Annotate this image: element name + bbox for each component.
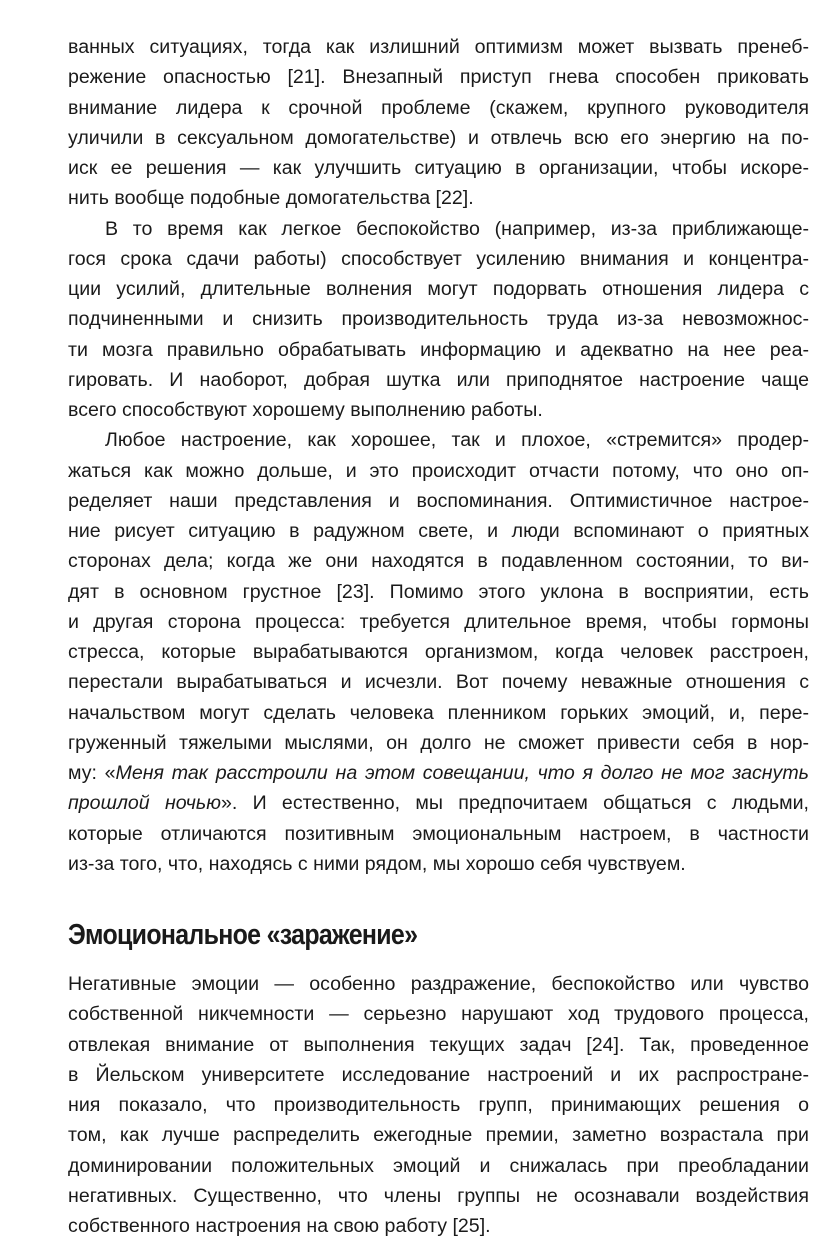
text-line: Любое настроение, как хорошее, так и плохое, «стремится» продер- [105, 429, 809, 452]
text-segment: му: « [68, 762, 116, 784]
paragraph-2 [68, 214, 809, 426]
text-line: негативных. Существенно, что члены группы не осознавали воздействия [68, 1184, 809, 1207]
text-line: том, как лучше распределить ежегодные премии, заметно возрастала при [68, 1124, 809, 1147]
text-line: стресса, которые вырабатываются организмом, когда человек расстроен, [68, 641, 809, 663]
text-line: сторонах дела; когда же они находятся в подавленном состоянии, то ви- [68, 550, 809, 573]
text-line: режение опасностью [21]. Внезапный приступ гнева способен приковать [68, 66, 809, 89]
text-line: В то время как легкое беспокойство (например, из-за приближающе- [105, 217, 809, 240]
text-line: иск ее решения — как улучшить ситуацию в организации, чтобы искоре- [68, 157, 809, 179]
text-line-quote-start [68, 758, 809, 788]
page-body [68, 32, 809, 1241]
text-line: уличили в сексуальном домогательстве) и отвлечь всю его энергию на по- [68, 126, 809, 149]
section-heading: Эмоциональное «заражение» [68, 919, 418, 951]
italic-quote: Меня так расстроили на этом совещании, что я долго не мог заснуть [115, 762, 809, 784]
text-segment: ». И естественно, мы предпочитаем общаться с людьми, [220, 792, 810, 815]
text-line: нить вообще подобные домогательства [22]. [68, 187, 474, 210]
text-line: груженный тяжелыми мыслями, он долго не сможет привести себя в нор- [68, 731, 809, 754]
text-line: внимание лидера к срочной проблеме (скажем, крупного руководителя [68, 96, 809, 119]
paragraph-3 [68, 425, 809, 879]
text-line: гося срока сдачи работы) способствует усилению внимания и концентра- [68, 247, 809, 270]
text-line: жаться как можно дольше, и это происходит отчасти потому, что оно оп- [68, 459, 809, 482]
text-line: гировать. И наоборот, добрая шутка или приподнятое настроение чаще [68, 368, 809, 391]
text-line: ти мозга правильно обрабатывать информацию и адекватно на нее реа- [68, 338, 809, 361]
paragraph-1 [68, 32, 809, 214]
text-line: отвлекая внимание от выполнения текущих задач [24]. Так, проведенное [68, 1033, 809, 1056]
text-line: перестали вырабатываться и исчезли. Вот почему неважные отношения с [68, 671, 809, 694]
text-line: дят в основном грустное [23]. Помимо этого уклона в восприятии, есть [68, 580, 809, 603]
text-line: собственной никчемности — серьезно нарушают ход трудового процесса, [68, 1003, 809, 1026]
text-line: ции усилий, длительные волнения могут подорвать отношения лидера с [68, 278, 809, 300]
text-line: ределяет наши представления и воспоминания. Оптимистичное настрое- [68, 489, 809, 512]
text-line: которые отличаются позитивным эмоциональным настроем, в частности [68, 822, 809, 845]
text-line-quote-end [68, 788, 809, 818]
text-line: собственного настроения на свою работу [25]. [68, 1215, 491, 1237]
text-line: ние рисует ситуацию в радужном свете, и люди вспоминают о приятных [68, 520, 809, 542]
text-line: из-за того, что, находясь с ними рядом, мы хорошо себя чувствуем. [68, 852, 686, 875]
text-line: начальством могут сделать человека пленником горьких эмоций, и, пере- [68, 701, 809, 724]
text-line: ния показало, что производительность групп, принимающих решения о [68, 1094, 809, 1116]
text-line: ванных ситуациях, тогда как излишний оптимизм может вызвать пренеб- [68, 36, 809, 58]
text-line: и другая сторона процесса: требуется длительное время, чтобы гормоны [68, 610, 809, 633]
text-line: доминировании положительных эмоций и снижалась при преобладании [68, 1154, 809, 1177]
text-line: подчиненными и снизить производительность труда из-за невозможнос- [68, 308, 809, 331]
text-line: Негативные эмоции — особенно раздражение, беспокойство или чувство [68, 973, 809, 995]
text-line: всего способствуют хорошему выполнению работы. [68, 399, 543, 421]
italic-quote: прошлой ночью [68, 792, 221, 815]
paragraph-4 [68, 969, 809, 1241]
text-line: в Йельском университете исследование настроений и их распростране- [68, 1063, 809, 1086]
